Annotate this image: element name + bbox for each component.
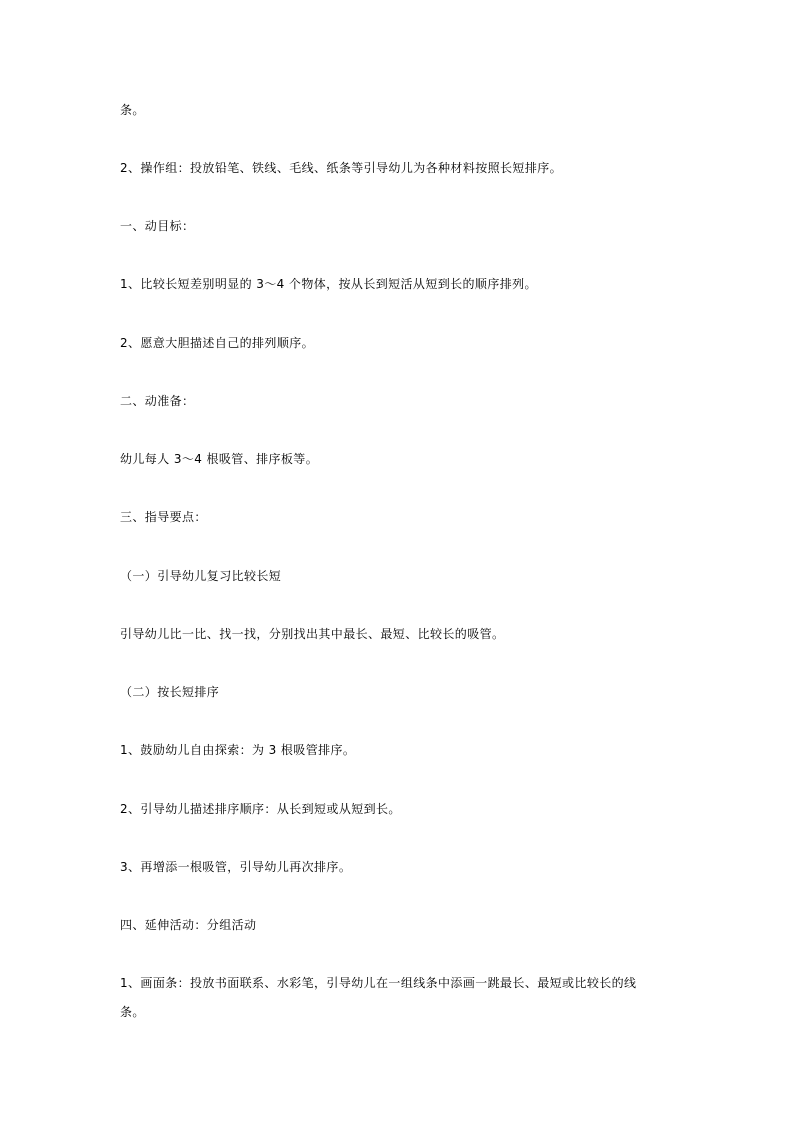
text-line: 2、愿意大胆描述自己的排列顺序。 bbox=[120, 336, 315, 350]
text-line: 引导幼儿比一比、找一找，分别找出其中最长、最短、比较长的吸管。 bbox=[120, 627, 505, 641]
subsection-heading: （一）引导幼儿复习比较长短 bbox=[120, 569, 282, 583]
text-line: 条。 bbox=[120, 1005, 145, 1019]
subsection-heading: （二）按长短排序 bbox=[120, 685, 220, 699]
text-line: 3、再增添一根吸管，引导幼儿再次排序。 bbox=[120, 860, 352, 874]
text-line: 幼儿每人 3～4 根吸管、排序板等。 bbox=[120, 452, 319, 466]
text-line: 1、画面条：投放书面联系、水彩笔，引导幼儿在一组线条中添画一跳最长、最短或比较长的线 bbox=[120, 976, 637, 990]
text-line: 1、比较长短差别明显的 3～4 个物体，按从长到短活从短到长的顺序排列。 bbox=[120, 277, 537, 291]
section-heading: 一、动目标： bbox=[120, 219, 195, 233]
text-line: 1、鼓励幼儿自由探索：为 3 根吸管排序。 bbox=[120, 743, 356, 757]
section-heading: 二、动准备： bbox=[120, 394, 195, 408]
text-line: 2、操作组：投放铅笔、铁线、毛线、纸条等引导幼儿为各种材料按照长短排序。 bbox=[120, 161, 563, 175]
section-heading: 四、延伸活动：分组活动 bbox=[120, 918, 257, 932]
section-heading: 三、指导要点： bbox=[120, 510, 207, 524]
text-line: 条。 bbox=[120, 103, 145, 117]
text-line: 2、引导幼儿描述排序顺序：从长到短或从短到长。 bbox=[120, 802, 401, 816]
